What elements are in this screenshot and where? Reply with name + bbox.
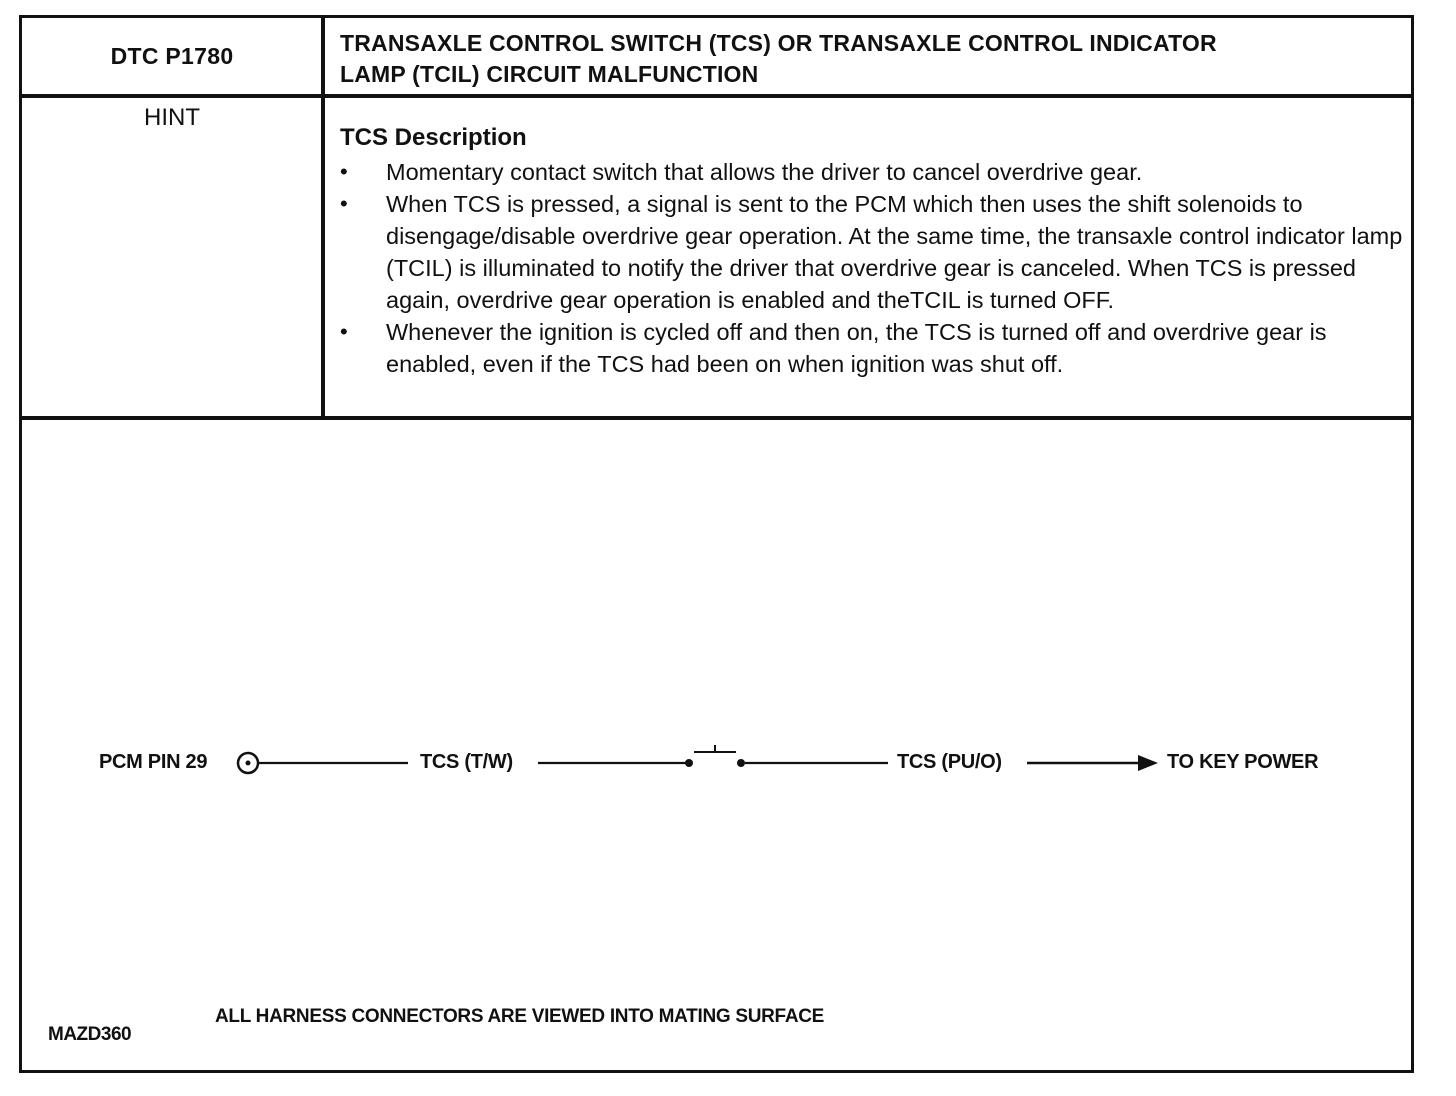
- list-item-text: Whenever the ignition is cycled off and then on, the TCS is turned off and overdrive gear is enabled, even if the TCS had been on when ignition was shut off.: [386, 319, 1327, 377]
- bullet-icon: •: [340, 191, 348, 216]
- momentary-switch-icon: [685, 745, 745, 767]
- list-item-text: When TCS is pressed, a signal is sent to the PCM which then uses the shift solenoids to disengage/disable overdrive gear operation. At the same time, the transaxle control indicator lamp (TCIL) is illuminated to notify the driver that overdrive gear is canceled. When TCS is pressed again, overdrive gear operation is enabled and theTCIL is turned OFF.: [386, 191, 1403, 313]
- dtc-code: DTC P1780: [110, 43, 234, 69]
- connector-note: ALL HARNESS CONNECTORS ARE VIEWED INTO MATING SURFACE: [215, 1006, 825, 1027]
- pin-terminal-icon: [238, 753, 258, 773]
- key-power-label: TO KEY POWER: [1167, 751, 1319, 773]
- hint-label: HINT: [144, 104, 200, 131]
- arrow-right-icon: [1138, 755, 1158, 771]
- figure-id: MAZD360: [48, 1024, 132, 1045]
- pcm-pin-label: PCM PIN 29: [99, 751, 208, 773]
- dtc-title-line-2: LAMP (TCIL) CIRCUIT MALFUNCTION: [340, 61, 759, 87]
- bullet-icon: •: [340, 159, 348, 184]
- wire-label-puo: TCS (PU/O): [897, 751, 1002, 773]
- list-item-text: Momentary contact switch that allows the driver to cancel overdrive gear.: [386, 159, 1143, 185]
- dtc-title-line-1: TRANSAXLE CONTROL SWITCH (TCS) OR TRANSAXLE CONTROL INDICATOR: [340, 30, 1217, 56]
- bullet-icon: •: [340, 319, 348, 344]
- description-title: TCS Description: [340, 124, 527, 151]
- wire-label-tw: TCS (T/W): [420, 751, 513, 773]
